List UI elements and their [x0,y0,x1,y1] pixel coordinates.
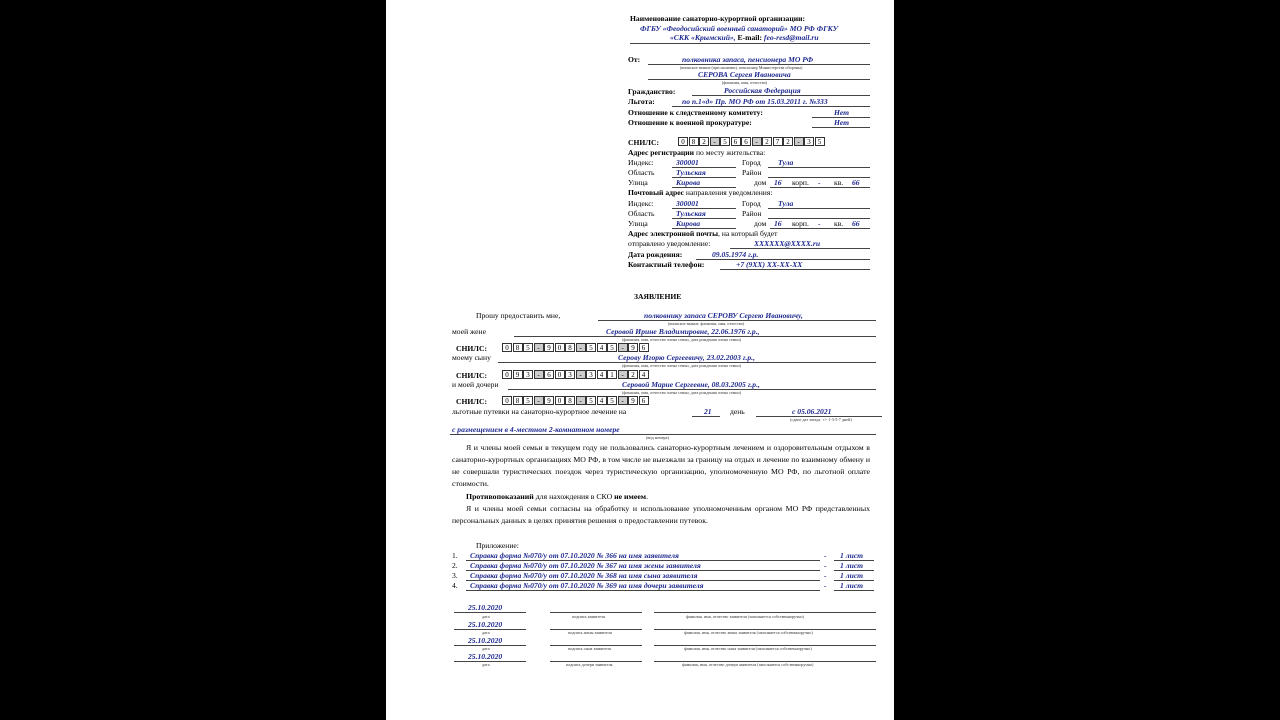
signature-date: 25.10.2020 [468,603,503,612]
reg-city-label: Город [742,158,761,167]
sign-hint: подпись дочери заявителя [566,662,613,667]
son-snils-label: СНИЛС: [456,371,487,380]
post-street: Кирова [676,219,701,228]
attachment-num: 1. [452,551,458,560]
attachment-num: 2. [452,561,458,570]
snils-digit-cell: 7 [773,137,783,146]
reg-index-label: Индекс: [628,158,654,167]
snils-digit-cell: - [710,137,720,146]
snils-digit-cell: 3 [565,370,575,379]
daughter-hint: (фамилия, имя, отчество члена семьи, дата рождения члена семьи) [622,390,741,395]
reg-address-title: Адрес регистрации по месту жительства: [628,148,766,157]
attachment-text: Справка форма №070/у от 07.10.2020 № 366 на имя заявителя [470,551,679,560]
attachment-qty: 1 лист [840,561,864,570]
post-address-title: Почтовый адрес направления уведомления: [628,188,773,197]
snils-digit-cell: 9 [628,343,638,352]
snils-digit-cell: 4 [597,370,607,379]
post-city-label: Город [742,199,761,208]
attachments-title: Приложение: [476,541,519,550]
attachment-qty: 1 лист [840,551,864,560]
snils-digit-cell: 9 [544,343,554,352]
post-building: - [818,219,821,228]
org-line2: «СКК «Крымский», E-mail: feo-resd@mail.ru [670,33,819,42]
name-hint: фамилия, имя, отчество дочери заявителя (заполняется собственноручно) [682,662,814,667]
snils-digit-cell: 1 [607,370,617,379]
snils-digit-cell: - [576,396,586,405]
attachment-text: Справка форма №070/у от 07.10.2020 № 368 на имя сына заявителя [470,571,698,580]
snils-digit-cell: 5 [607,343,617,352]
post-street-label: Улица [628,219,648,228]
snils-digit-cell: 5 [523,396,533,405]
reg-street: Кирова [676,178,701,187]
investigative-label: Отношение к следственному комитету: [628,108,763,117]
sign-hint: подпись заявителя [572,614,606,619]
attachment-num: 3. [452,571,458,580]
snils-digit-cell: 0 [502,370,512,379]
rule [834,590,874,591]
benefit-value: по п.1«д» Пр. МО РФ от 15.03.2011 г. №333 [682,97,828,106]
snils-digit-cell: 2 [762,137,772,146]
wife-value: Серовой Ирине Владимировне, 22.06.1976 г.р., [606,327,760,336]
snils-digit-cell: 3 [586,370,596,379]
wife-snils-label: СНИЛС: [456,344,487,353]
vouchers-text: льготные путевки на санаторно-курортное лечение на [452,407,627,416]
snils-digit-cell: - [534,343,544,352]
son-snils-cells [502,370,649,379]
request-prefix: Прошу предоставить мне, [476,311,561,320]
attachment-text: Справка форма №070/у от 07.10.2020 № 369 на имя дочери заявителя [470,581,704,590]
application-title: ЗАЯВЛЕНИЕ [634,292,682,301]
from-label: От: [628,55,641,64]
post-district-label: Район [742,209,762,218]
snils-digit-cell: 6 [639,343,649,352]
snils-digit-cell: 0 [502,343,512,352]
snils-digit-cell: 8 [565,343,575,352]
from-name: СЕРОВА Сергея Ивановича [698,70,791,79]
from-rank: полковника запаса, пенсионера МО РФ [682,55,814,64]
snils-digit-cell: 9 [544,396,554,405]
reg-apt-label: кв. [834,178,844,187]
snils-digit-cell: 4 [597,343,607,352]
declaration-paragraph: Я и члены моей семьи в текущем году не пользовались санаторно-курортным лечением и оздоровительным отдыхом в санаторно-курортных организациях МО РФ, в том числе не выезжали за границу на отдых и лечение по взаимному обмену и не совершали туристических поездок через туристическую организацию, уполномоченную МО РФ, по льготной оплате стоимости. Противопоказаний для нахождения в СКО не имеем. Я и члены моей семьи согласны на обработку и использование уполномоченным органом МО РФ представленных персональных данных в целях принятия решения о предоставлении путевок. [452,443,870,525]
snils-digit-cell: 5 [586,396,596,405]
rule [770,228,870,229]
post-region: Тульская [676,209,706,218]
org-label: Наименование санаторно-курортной организации: [630,14,806,23]
date-hint: дата [482,630,490,635]
snils-digit-cell: - [618,396,628,405]
son-value: Серову Игорю Сергеевичу, 23.02.2003 г.р., [618,353,755,362]
reg-building: - [818,178,821,187]
son-hint: (фамилия, имя, отчество члена семьи, дата рождения члена семьи) [622,363,741,368]
snils-digit-cell: 5 [523,343,533,352]
rule [454,629,526,630]
daughter-snils-cells [502,396,649,405]
snils-digit-cell: 2 [628,370,638,379]
start-hint: (сдвиг дат заезда: +/- 1-3-5-7 дней) [790,417,852,422]
rule [692,416,720,417]
post-region-label: Область [628,209,655,218]
rule [454,661,526,662]
snils-digit-cell: 6 [741,137,751,146]
attachment-dash: - [824,571,827,580]
snils-digit-cell: - [534,396,544,405]
post-building-label: корп. [792,219,809,228]
days-value: 21 [704,407,712,416]
name-hint: фамилия, имя, отчество сына заявителя (заполняется собственноручно) [684,646,812,651]
snils-digit-cell: 8 [513,343,523,352]
snils-digit-cell: 3 [804,137,814,146]
signature-date: 25.10.2020 [468,636,503,645]
sign-hint: подпись жены заявителя [568,630,612,635]
snils-label: СНИЛС: [628,138,659,147]
wife-label: моей жене [452,327,486,336]
document-page [386,0,894,720]
snils-cells [678,137,825,146]
from-rank-hint: (воинское звание (при наличии), пенсионер Министерства обороны) [680,65,803,70]
room-value: с размещением в 4-местном 2-комнатном номере [452,425,620,434]
citizenship-value: Российская Федерация [724,86,801,95]
snils-digit-cell: 9 [513,370,523,379]
snils-digit-cell: 2 [699,137,709,146]
prosecutor-label: Отношение к военной прокуратуре: [628,118,752,127]
rule [812,127,870,128]
rule [550,612,642,613]
post-house-label: дом [754,219,767,228]
investigative-value: Нет [834,108,850,117]
snils-digit-cell: 5 [586,343,596,352]
post-house: 16 [774,219,782,228]
benefit-label: Льгота: [628,97,655,106]
reg-house: 16 [774,178,782,187]
snils-digit-cell: 0 [555,370,565,379]
reg-region: Тульская [676,168,706,177]
snils-digit-cell: 4 [639,370,649,379]
phone-value: +7 (9XX) XX-XX-XX [736,260,803,269]
dob-label: Дата рождения: [628,250,683,259]
rule [630,43,870,44]
snils-digit-cell: 5 [720,137,730,146]
reg-house-label: дом [754,178,767,187]
snils-digit-cell: - [576,343,586,352]
snils-digit-cell: - [576,370,586,379]
snils-digit-cell: 6 [544,370,554,379]
reg-city: Тула [778,158,794,167]
days-label: день [730,407,745,416]
snils-digit-cell: 4 [597,396,607,405]
date-hint: дата [482,646,490,651]
applicant-value: полковнику запаса СЕРОВУ Сергею Ивановичу, [644,311,803,320]
attachment-num: 4. [452,581,458,590]
signature-date: 25.10.2020 [468,620,503,629]
attachment-dash: - [824,551,827,560]
sign-hint: подпись сына заявителя [568,646,611,651]
snils-digit-cell: 0 [502,396,512,405]
snils-digit-cell: - [534,370,544,379]
reg-region-label: Область [628,168,655,177]
reg-street-label: Улица [628,178,648,187]
snils-digit-cell: - [618,370,628,379]
snils-digit-cell: 8 [565,396,575,405]
attachment-qty: 1 лист [840,581,864,590]
rule [672,106,870,107]
snils-digit-cell: - [618,343,628,352]
wife-snils-cells [502,343,649,352]
snils-digit-cell: 6 [731,137,741,146]
name-hint: фамилия, имя, отчество жены заявителя (заполняется собственноручно) [684,630,813,635]
signature-date: 25.10.2020 [468,652,503,661]
date-hint: дата [482,662,490,667]
snils-digit-cell: - [752,137,762,146]
applicant-hint: (воинское звание, фамилия, имя, отчество) [668,321,745,326]
attachment-qty: 1 лист [840,571,864,580]
rule [730,248,870,249]
rule [768,167,870,168]
rule [654,612,876,613]
attachment-dash: - [824,581,827,590]
post-index: 300001 [676,199,699,208]
rule [768,208,870,209]
attachment-text: Справка форма №070/у от 07.10.2020 № 367 на имя жены заявителя [470,561,701,570]
prosecutor-value: Нет [834,118,850,127]
email-address-title: Адрес электронной почты, на который будет [628,229,778,238]
snils-digit-cell: 5 [607,396,617,405]
snils-digit-cell: 0 [555,396,565,405]
daughter-value: Серовой Марие Сергеевне, 08.03.2005 г.р., [622,380,760,389]
attachment-dash: - [824,561,827,570]
reg-index: 300001 [676,158,699,167]
daughter-snils-label: СНИЛС: [456,397,487,406]
post-apt: 66 [852,219,860,228]
reg-district-label: Район [742,168,762,177]
dob-value: 09.05.1974 г.р. [712,250,759,259]
snils-digit-cell: 8 [513,396,523,405]
rule [454,612,526,613]
snils-digit-cell: 0 [678,137,688,146]
rule [454,645,526,646]
reg-building-label: корп. [792,178,809,187]
post-apt-label: кв. [834,219,844,228]
rule [692,95,870,96]
name-hint: фамилия, имя, отчество заявителя (заполняется собственноручно) [686,614,804,619]
snils-digit-cell: 2 [783,137,793,146]
snils-digit-cell: 9 [628,396,638,405]
snils-digit-cell: 8 [689,137,699,146]
reg-apt: 66 [852,178,860,187]
rule [466,590,820,591]
wife-hint: (фамилия, имя, отчество члена семьи, дата рождения члена семьи) [622,337,741,342]
start-date: с 05.06.2021 [792,407,832,416]
org-line1: ФГБУ «Феодосийский военный санаторий» МО РФ ФГКУ [640,24,839,33]
citizenship-label: Гражданство: [628,87,676,96]
snils-digit-cell: - [794,137,804,146]
snils-digit-cell: 3 [523,370,533,379]
post-city: Тула [778,199,794,208]
rule [720,269,870,270]
room-hint: (вид номера) [646,435,669,440]
snils-digit-cell: 6 [639,396,649,405]
phone-label: Контактный телефон: [628,260,705,269]
email-address-line2: отправлено уведомление: [628,239,711,248]
date-hint: дата [482,614,490,619]
post-index-label: Индекс: [628,199,654,208]
daughter-label: и моей дочери [452,380,499,389]
rule [770,187,870,188]
user-email: XXXXXX@XXXX.ru [754,239,821,248]
snils-digit-cell: 0 [555,343,565,352]
from-name-hint: (фамилия, имя, отчество) [722,80,768,85]
snils-digit-cell: 5 [815,137,825,146]
son-label: моему сыну [452,353,491,362]
